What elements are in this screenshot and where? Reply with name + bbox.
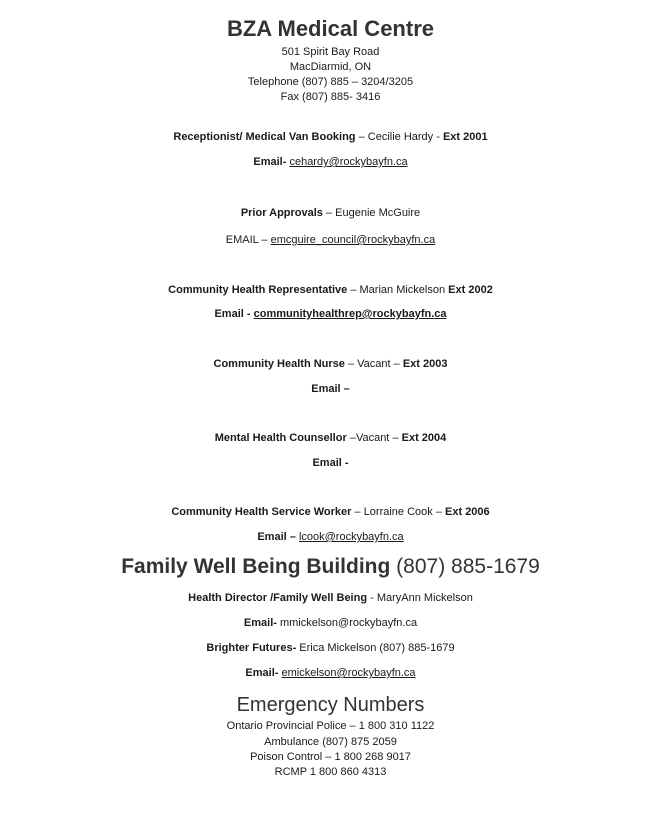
nurse-ext: Ext 2003: [402, 358, 448, 370]
counsellor-email-line: [0, 456, 661, 470]
family-phone: (807) 885-1679: [390, 555, 540, 578]
receptionist-name: Cecilie Hardy: [367, 131, 434, 143]
family-heading: [0, 554, 661, 580]
receptionist-line: Receptionist/ Medical Van Booking – Cecilie Hardy - Ext 2001: [173, 131, 488, 143]
director-email-link[interactable]: mmickelson@rockybayfn.ca: [276, 617, 418, 629]
email-label: Email-: [243, 617, 277, 629]
futures-email-link[interactable]: emickelson@rockybayfn.ca: [281, 667, 416, 679]
futures-line: [0, 641, 661, 655]
counsellor-ext: Ext 2004: [401, 432, 447, 444]
approvals-role: Prior Approvals: [240, 207, 323, 219]
receptionist-email-link[interactable]: cehardy@rockybayfn.ca: [289, 156, 408, 168]
futures-name: Erica Mickelson (807) 885-1679: [296, 642, 455, 654]
chr-line: Community Health Representative – Marian Mickelson Ext 2002: [168, 284, 493, 296]
rcmp-line: RCMP 1 800 860 4313: [274, 766, 387, 778]
nurse-email-line: [0, 382, 661, 396]
nurse-role: Community Health Nurse: [213, 358, 345, 370]
counsellor-line: Mental Health Counsellor –Vacant – Ext 2004: [214, 432, 447, 444]
chr-role: Community Health Representative: [168, 284, 348, 296]
email-label: EMAIL –: [225, 234, 268, 246]
approvals-email-link[interactable]: emcguire_council@rockybayfn.ca: [270, 234, 436, 246]
chsw-line: Community Health Service Worker – Lorraine Cook – Ext 2006: [171, 506, 490, 518]
director-name: MaryAnn Mickelson: [376, 592, 473, 604]
chsw-role: Community Health Service Worker: [171, 506, 352, 518]
counsellor-role: Mental Health Counsellor: [214, 432, 347, 444]
email-label: Email -: [312, 457, 349, 469]
nurse-name: Vacant: [357, 358, 391, 370]
approvals-line: Prior Approvals – Eugenie McGuire: [240, 207, 421, 219]
address-line-1: 501 Spirit Bay Road: [281, 46, 380, 58]
approvals-email-line: [0, 233, 661, 247]
director-line: Health Director /Family Well Being - MaryAnn Mickelson: [188, 592, 473, 604]
chsw-email-line: [0, 530, 661, 544]
email-label: Email-: [253, 156, 287, 168]
nurse-line: Community Health Nurse – Vacant – Ext 2003: [213, 358, 448, 370]
address-line-2: MacDiarmid, ON: [289, 61, 372, 73]
poison-line: Poison Control – 1 800 268 9017: [250, 751, 411, 763]
receptionist-role: Receptionist/ Medical Van Booking: [173, 131, 356, 143]
family-title: Family Well Being Building: [121, 555, 391, 578]
telephone-line: Telephone (807) 885 – 3204/3205: [247, 76, 414, 88]
ambulance-line: Ambulance (807) 875 2059: [264, 736, 397, 748]
emergency-heading: Emergency Numbers: [236, 694, 425, 716]
director-email-line: [0, 616, 661, 630]
email-label: Email-: [245, 667, 279, 679]
receptionist-ext: Ext 2001: [442, 131, 488, 143]
approvals-name: Eugenie McGuire: [335, 207, 421, 219]
futures-email-line: [0, 666, 661, 680]
counsellor-name: Vacant: [355, 432, 390, 444]
chr-email-line: [0, 307, 661, 321]
director-role: Health Director /Family Well Being: [188, 592, 368, 604]
page-title: BZA Medical Centre: [226, 16, 434, 41]
chsw-name: Lorraine Cook: [363, 506, 433, 518]
receptionist-email-line: [0, 155, 661, 169]
chr-email-link[interactable]: communityhealthrep@rockybayfn.ca: [253, 308, 447, 320]
opp-line: Ontario Provincial Police – 1 800 310 1122: [226, 720, 435, 732]
chr-ext: Ext 2002: [448, 284, 493, 296]
chr-name: Marian Mickelson: [359, 284, 446, 296]
email-label: Email –: [257, 531, 296, 543]
email-label: Email –: [311, 383, 350, 395]
chsw-email-link[interactable]: lcook@rockybayfn.ca: [298, 531, 404, 543]
fax-line: Fax (807) 885- 3416: [280, 91, 381, 103]
futures-role: Brighter Futures-: [206, 642, 297, 654]
email-label: Email -: [214, 308, 251, 320]
chsw-ext: Ext 2006: [445, 506, 490, 518]
